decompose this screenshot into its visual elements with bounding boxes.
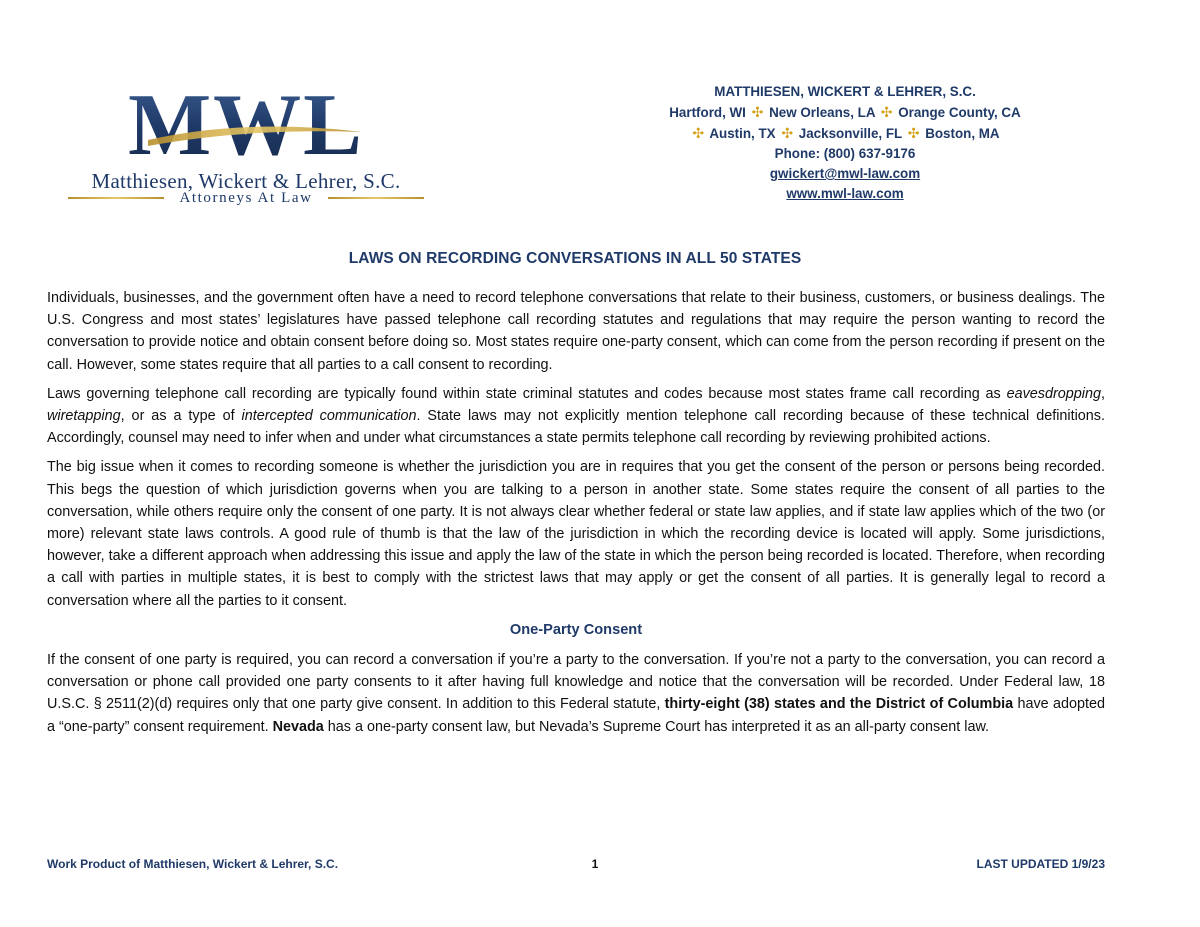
logo-monogram-text: MWL xyxy=(128,82,364,174)
office-orange-county: Orange County, CA xyxy=(898,105,1021,120)
logo-tagline: Attorneys At Law xyxy=(179,190,313,206)
letterhead-contact-block xyxy=(600,82,1090,204)
email-link[interactable]: gwickert@mwl-law.com xyxy=(769,166,921,181)
footer-page-number: 1 xyxy=(591,857,599,871)
letterhead-firm-name: MATTHIESEN, WICKERT & LEHRER, S.C. xyxy=(714,84,976,99)
term-intercepted-communication: intercepted communication xyxy=(241,408,417,425)
office-austin: Austin, TX xyxy=(709,126,776,141)
document-body xyxy=(47,287,1105,745)
paragraph-jurisdiction: The big issue when it comes to recording someone is whether the jurisdiction you are in requires that you get the consent of the person or persons being recorded. This begs the question of which jurisdiction governs when you are talking to a person in another state. Some states require the consent of all parties to the conversation, while others require only the consent of one party. It is not always clear whether federal or state law applies, and if state law applies which of the two (or more) relevant state laws controls. A good rule of thumb is that the law of the jurisdiction in which the recording device is located will apply. Some jurisdictions, however, take a different approach when addressing this issue and apply the law of the state in which the person being recorded is located. Therefore, when recording a call with parties in multiple states, it is best to comply with the strictest laws that may apply or get the consent of all parties. It is generally legal to record a conversation where all the parties to it consent. xyxy=(47,459,1105,609)
page-footer xyxy=(47,857,1105,875)
logo-firm-name: Matthiesen, Wickert & Lehrer, S.C. xyxy=(91,169,401,193)
paragraph-statutes: Laws governing telephone call recording are typically found within state criminal statutes and codes because most states frame call recording as eavesdropping, wiretapping, or as a type of intercepted communication. State laws may not explicitly mention telephone call recording because of these technical definitions. Accordingly, counsel may need to infer when and under what circumstances a state permits telephone call recording by reviewing prohibited actions. xyxy=(47,385,1105,447)
office-boston: Boston, MA xyxy=(925,126,1000,141)
office-jacksonville: Jacksonville, FL xyxy=(798,126,902,141)
footer-work-product: Work Product of Matthiesen, Wickert & Lehrer, S.C. xyxy=(47,857,339,871)
term-wiretapping: wiretapping xyxy=(47,408,121,425)
office-hartford: Hartford, WI xyxy=(669,105,746,120)
diamond-separator-icon: ✣ xyxy=(751,104,764,120)
website-link[interactable]: www.mwl-law.com xyxy=(786,186,904,201)
term-eavesdropping: eavesdropping xyxy=(1006,385,1101,402)
emphasis-nevada: Nevada xyxy=(272,718,324,735)
emphasis-thirty-eight-states: thirty-eight (38) states and the District of Columbia xyxy=(664,696,1014,713)
diamond-separator-icon: ✣ xyxy=(692,125,705,141)
office-new-orleans: New Orleans, LA xyxy=(769,105,876,120)
diamond-separator-icon: ✣ xyxy=(781,125,794,141)
diamond-separator-icon: ✣ xyxy=(907,125,920,141)
paragraph-intro: Individuals, businesses, and the government often have a need to record telephone conversations that relate to their business, customers, or business dealings. The U.S. Congress and most states’ legislatures have passed telephone call recording statutes and regulations that may require the person wanting to record the conversation to provide notice and obtain consent before doing so. Most states require one-party consent, which can come from the person recording if present on the call. However, some states require that all parties to a call consent to recording. xyxy=(47,290,1105,373)
diamond-separator-icon: ✣ xyxy=(880,104,893,120)
document-title: LAWS ON RECORDING CONVERSATIONS IN ALL 50 STATES xyxy=(348,250,802,267)
section-heading-one-party-consent: One-Party Consent xyxy=(509,621,643,638)
letterhead-offices-line-1 xyxy=(600,102,1090,123)
paragraph-one-party: If the consent of one party is required, you can record a conversation if you’re a party to the conversation. If you’re not a party to the conversation, you can record a conversation or phone call provided one party consents to it after having full knowledge and notice that the conversation will be recorded. Under Federal law, 18 U.S.C. § 2511(2)(d) requires only that one party give consent. In addition to this Federal statute, thirty-eight (38) states and the District of Columbia have adopted a “one-party” consent requirement. Nevada has a one-party consent law, but Nevada’s Supreme Court has interpreted it as an all-party consent law. xyxy=(47,652,1105,735)
footer-last-updated: LAST UPDATED 1/9/23 xyxy=(976,857,1105,871)
letterhead-phone: Phone: (800) 637-9176 xyxy=(774,146,916,161)
firm-logo xyxy=(62,82,430,212)
letterhead-offices-line-2 xyxy=(600,123,1090,144)
